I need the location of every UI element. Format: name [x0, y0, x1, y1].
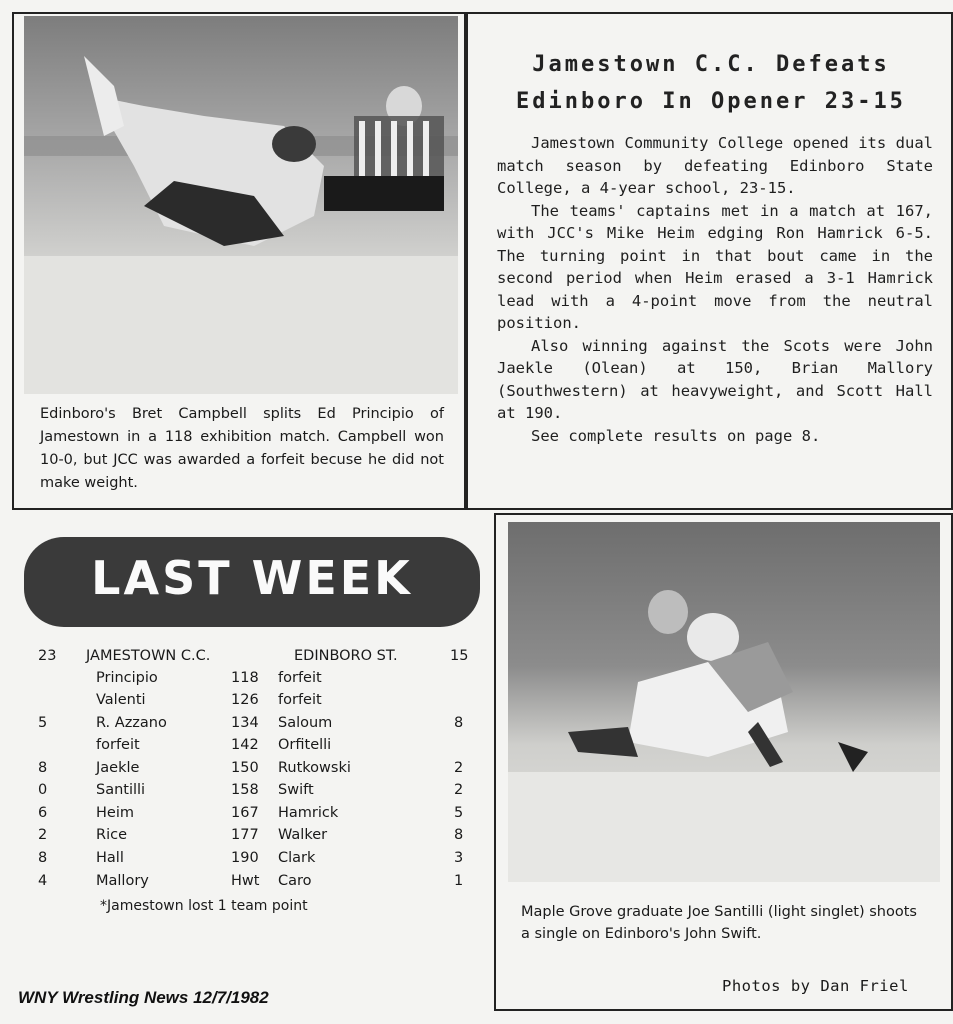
table-row [38, 873, 478, 895]
jcc-wrestler: Heim [96, 805, 134, 821]
opp-wrestler: Hamrick [278, 805, 339, 821]
weight-class: 150 [231, 760, 259, 776]
jcc-wrestler: Jaekle [96, 760, 140, 776]
opp-points: 2 [454, 760, 464, 776]
jcc-wrestler: Valenti [96, 692, 146, 708]
source-line: WNY Wrestling News 12/7/1982 [18, 988, 269, 1007]
opp-points: 3 [454, 850, 464, 866]
opp-points: 2 [454, 782, 464, 798]
table-row [38, 850, 478, 872]
jcc-wrestler: Mallory [96, 873, 149, 889]
opp-wrestler: forfeit [278, 692, 322, 708]
article-body [497, 132, 933, 447]
last-week-banner [24, 537, 480, 627]
jcc-wrestler: Hall [96, 850, 124, 866]
opp-score: 15 [450, 648, 469, 664]
jcc-wrestler: forfeit [96, 737, 140, 753]
weight-class: 190 [231, 850, 259, 866]
article-paragraph: Jamestown Community College opened its dual match season by defeating Edinboro State College, a 4-year school, 23-15. [497, 134, 933, 197]
opp-points: 1 [454, 873, 464, 889]
table-row [38, 737, 478, 759]
article-paragraph: The teams' captains met in a match at 167, with JCC's Mike Heim edging Ron Hamrick 6-5. The turning point in that bout came in the second period when Heim erased a 3-1 Hamrick lead with a 4-point move from the neutral position. [497, 201, 933, 332]
jcc-points: 8 [38, 760, 48, 776]
opp-wrestler: Walker [278, 827, 328, 843]
opp-team: EDINBORO ST. [294, 648, 398, 664]
opp-points: 8 [454, 827, 464, 843]
weight-class: 134 [231, 715, 259, 731]
jcc-wrestler: R. Azzano [96, 715, 167, 731]
opp-wrestler: forfeit [278, 670, 322, 686]
jcc-team: JAMESTOWN C.C. [86, 648, 211, 664]
opp-wrestler: Saloum [278, 715, 333, 731]
opp-wrestler: Rutkowski [278, 760, 351, 776]
jcc-wrestler: Santilli [96, 782, 146, 798]
opp-wrestler: Clark [278, 850, 316, 866]
wrestling-photo-2-icon [508, 522, 940, 882]
jcc-score: 23 [38, 648, 57, 664]
jcc-points: 5 [38, 715, 48, 731]
table-row [38, 760, 478, 782]
jcc-points: 4 [38, 873, 48, 889]
opp-wrestler: Swift [278, 782, 314, 798]
results-header-row [38, 648, 478, 670]
weight-class: 167 [231, 805, 259, 821]
table-row [38, 692, 478, 714]
article-paragraph: Also winning against the Scots were John Jaekle (Olean) at 150, Brian Mallory (Southwestern) at heavyweight, and Scott Hall at 190. [497, 336, 933, 422]
opp-wrestler: Orfitelli [278, 737, 332, 753]
banner-label: LAST WEEK [91, 551, 413, 605]
jcc-points: 6 [38, 805, 48, 821]
wrestling-photo-1-icon [24, 16, 458, 394]
weight-class: 177 [231, 827, 259, 843]
photo-credit: Photos by Dan Friel [722, 977, 909, 995]
table-row [38, 827, 478, 849]
table-row [38, 782, 478, 804]
weight-class: 126 [231, 692, 259, 708]
table-row [38, 670, 478, 692]
jcc-points: 8 [38, 850, 48, 866]
results-footnote: *Jamestown lost 1 team point [100, 898, 308, 914]
jcc-wrestler: Rice [96, 827, 127, 843]
opp-wrestler: Caro [278, 873, 312, 889]
article-paragraph: See complete results on page 8. [531, 426, 821, 445]
weight-class: 142 [231, 737, 259, 753]
table-row [38, 715, 478, 737]
article-title-line-1: Jamestown C.C. Defeats [532, 52, 890, 77]
opp-points: 5 [454, 805, 464, 821]
opp-points: 8 [454, 715, 464, 731]
top-photo-caption: Edinboro's Bret Campbell splits Ed Principio of Jamestown in a 118 exhibition match. Campbell won 10-0, but JCC was awarded a forfeit becuse he did not make weight. [40, 406, 444, 491]
article-title [470, 46, 952, 120]
weight-class: Hwt [231, 873, 260, 889]
jcc-wrestler: Principio [96, 670, 158, 686]
jcc-points: 0 [38, 782, 48, 798]
article-title-line-2: Edinboro In Opener 23-15 [516, 89, 906, 114]
table-row [38, 805, 478, 827]
jcc-points: 2 [38, 827, 48, 843]
bottom-photo-caption: Maple Grove graduate Joe Santilli (light singlet) shoots a single on Edinboro's John Swift. [521, 904, 917, 942]
weight-class: 118 [231, 670, 259, 686]
weight-class: 158 [231, 782, 259, 798]
